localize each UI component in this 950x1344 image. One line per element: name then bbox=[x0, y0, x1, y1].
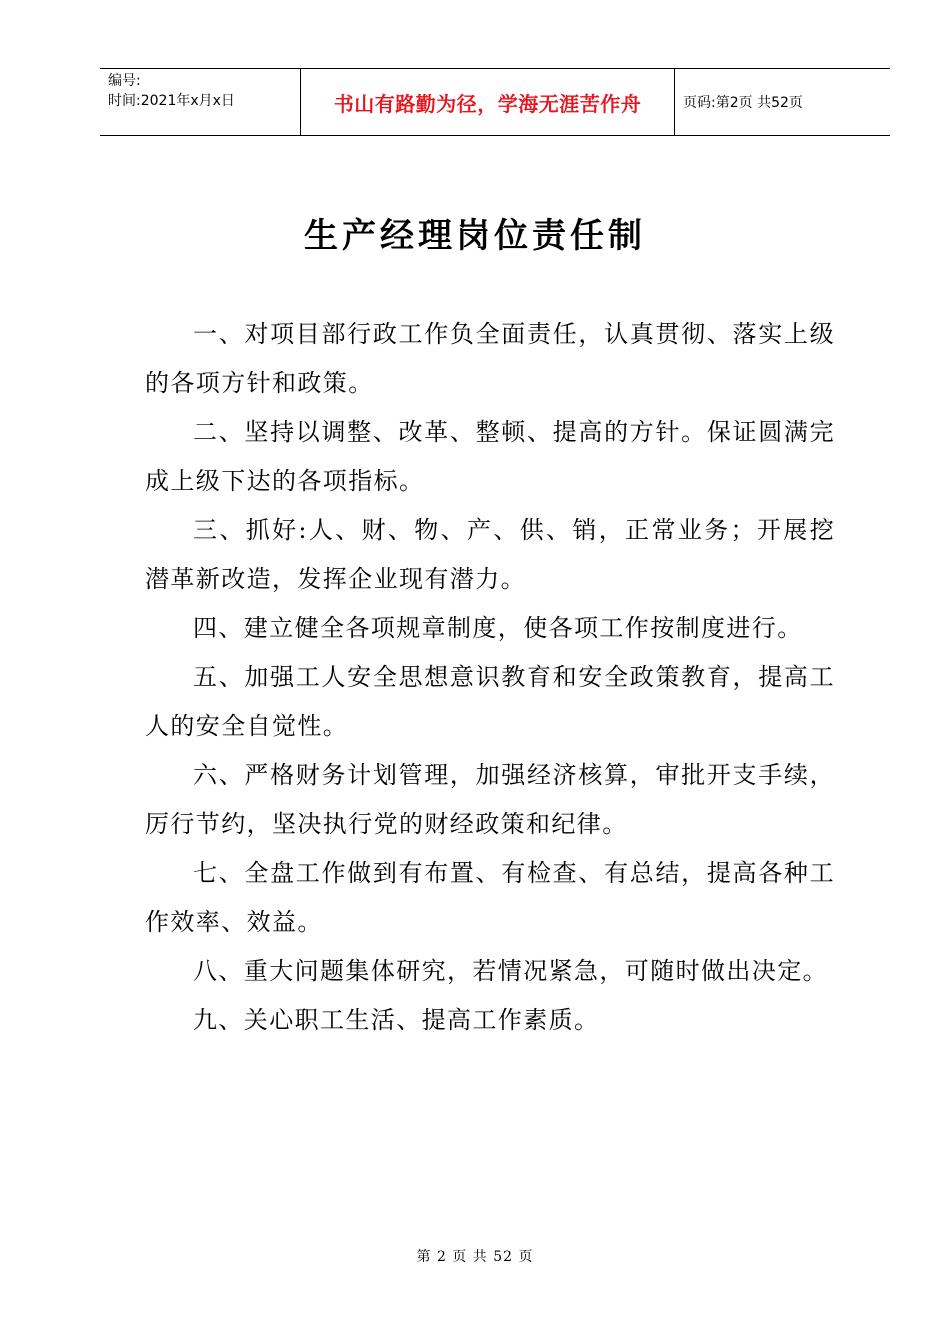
paragraph: 一、对项目部行政工作负全面责任，认真贯彻、落实上级的各项方针和政策。 bbox=[145, 320, 835, 397]
page-header bbox=[100, 68, 890, 136]
header-meta bbox=[100, 69, 301, 135]
paragraph: 四、建立健全各项规章制度，使各项工作按制度进行。 bbox=[193, 614, 803, 642]
paragraph: 八、重大问题集体研究，若情况紧急，可随时做出决定。 bbox=[193, 957, 828, 985]
document-body bbox=[145, 310, 835, 1045]
paragraph: 九、关心职工生活、提高工作素质。 bbox=[193, 1006, 600, 1034]
header-page-info: 页码:第2页 共52页 bbox=[683, 95, 803, 111]
document-number-label: 编号: bbox=[108, 73, 141, 89]
paragraph: 六、严格财务计划管理，加强经济核算，审批开支手续，厉行节约，坚决执行党的财经政策和纪律。 bbox=[145, 761, 835, 838]
paragraph: 二、坚持以调整、改革、整顿、提高的方针。保证圆满完成上级下达的各项指标。 bbox=[145, 418, 835, 495]
paragraph: 七、全盘工作做到有布置、有检查、有总结，提高各种工作效率、效益。 bbox=[145, 859, 835, 936]
document-time: 时间:2021年x月x日 bbox=[108, 93, 235, 109]
document-title: 生产经理岗位责任制 bbox=[304, 216, 646, 256]
header-motto: 书山有路勤为径，学海无涯苦作舟 bbox=[301, 69, 675, 135]
paragraph: 三、抓好:人、财、物、产、供、销，正常业务；开展挖潜革新改造，发挥企业现有潜力。 bbox=[145, 516, 835, 593]
page-footer: 第 2 页 共 52 页 bbox=[416, 1249, 534, 1265]
paragraph: 五、加强工人安全思想意识教育和安全政策教育，提高工人的安全自觉性。 bbox=[145, 663, 835, 740]
